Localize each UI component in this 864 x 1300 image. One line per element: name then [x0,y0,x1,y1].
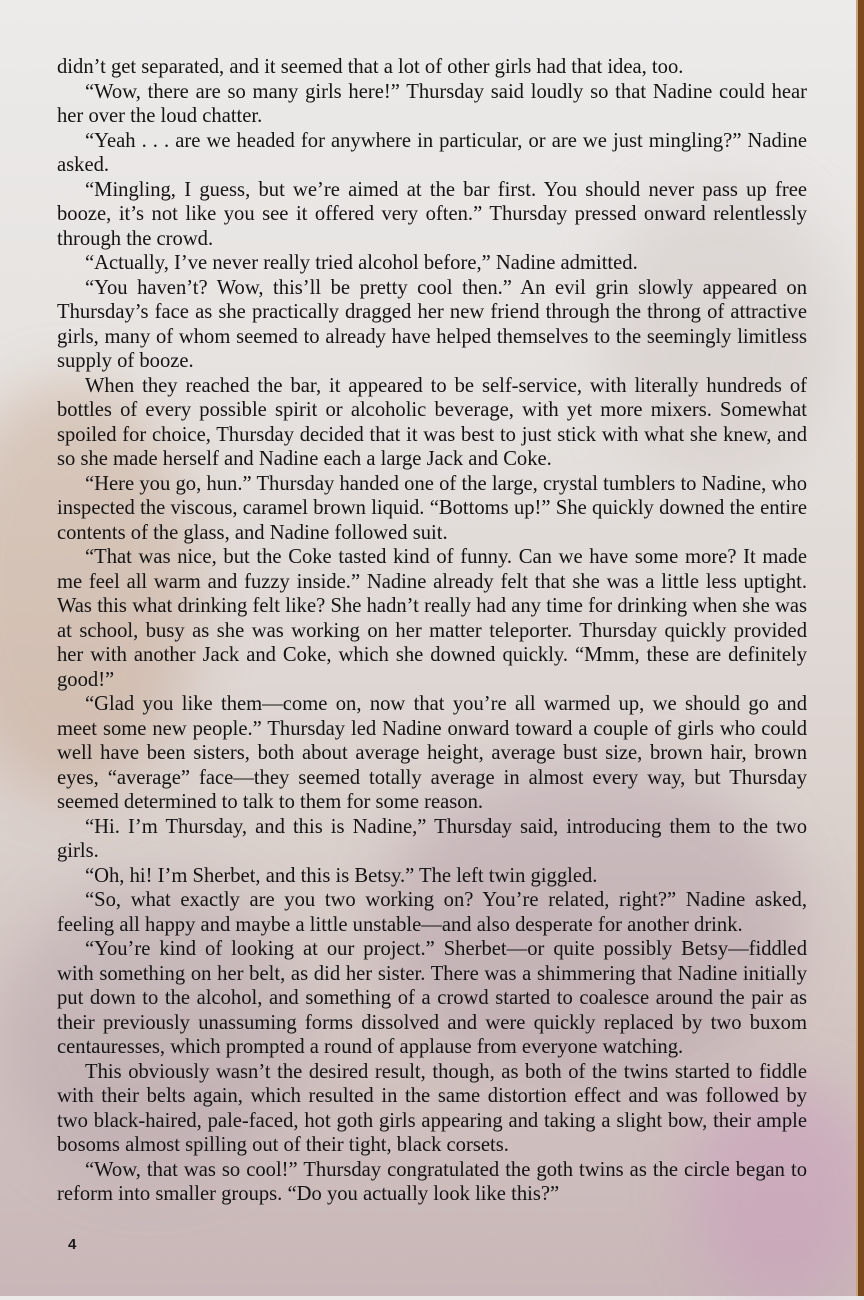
paragraph: “Wow, there are so many girls here!” Thursday said loudly so that Nadine could hear her over the loud chatter. [57,80,807,127]
paragraph: “Actually, I’ve never really tried alcohol before,” Nadine admitted. [85,252,638,274]
paragraph: “Yeah . . . are we headed for anywhere in particular, or are we just mingling?” Nadine asked. [57,129,807,176]
paragraph: “Wow, that was so cool!” Thursday congratulated the goth twins as the circle began to reform into smaller groups. “Do you actually look like this?” [57,1158,807,1205]
paragraph: “Glad you like them—come on, now that you’re all warmed up, we should go and meet some new people.” Thursday led Nadine onward toward a couple of girls who could well have been sisters, both about average height, average bust size, brown hair, brown eyes, “average” face—they seemed totally average in almost every way, but Thursday seemed determined to talk to them for some reason. [57,693,807,813]
paragraph: “Mingling, I guess, but we’re aimed at the bar first. You should never pass up free booze, it’s not like you see it offered very often.” Thursday pressed onward relentlessly through the crowd. [57,178,807,250]
paragraph: When they reached the bar, it appeared to be self-service, with literally hundreds of bottles of every possible spirit or alcoholic beverage, with yet more mixers. Somewhat spoiled for choice, Thursday decided that it was best to just stick with what she knew, and so she made herself and Nadine each a large Jack and Coke. [57,374,807,470]
paragraph: “Here you go, hun.” Thursday handed one of the large, crystal tumblers to Nadine, who inspected the viscous, caramel brown liquid. “Bottoms up!” She quickly downed the entire contents of the glass, and Nadine followed suit. [57,472,807,544]
paragraph: This obviously wasn’t the desired result, though, as both of the twins started to fiddle with their belts again, which resulted in the same distortion effect and was followed by two black-haired, pale-faced, hot goth girls appearing and taking a slight bow, their ample bosoms almost spilling out of their tight, black corsets. [57,1060,807,1156]
page-number: 4 [68,1236,77,1253]
body-text [57,55,807,1207]
paragraph: “You haven’t? Wow, this’ll be pretty cool then.” An evil grin slowly appeared on Thursday’s face as she practically dragged her new friend through the throng of attractive girls, many of whom seemed to already have helped themselves to the seemingly limitless supply of booze. [57,276,807,372]
paragraph: “That was nice, but the Coke tasted kind of funny. Can we have some more? It made me feel all warm and fuzzy inside.” Nadine already felt that she was a little less uptight. Was this what drinking felt like? She hadn’t really had any time for drinking when she was at school, busy as she was working on her matter teleporter. Thursday quickly provided her with another Jack and Coke, which she downed quickly. “Mmm, these are definitely good!” [57,546,807,691]
paragraph: didn’t get separated, and it seemed that a lot of other girls had that idea, too. [57,56,684,78]
page-edge [858,0,864,1296]
paragraph: “So, what exactly are you two working on? You’re related, right?” Nadine asked, feeling all happy and maybe a little unstable—and also desperate for another drink. [57,889,807,936]
paragraph: “You’re kind of looking at our project.” Sherbet—or quite possibly Betsy—fiddled with something on her belt, as did her sister. There was a shimmering that Nadine initially put down to the alcohol, and something of a crowd started to coalesce around the pair as their previously unassuming forms dissolved and were quickly replaced by two buxom centauresses, which prompted a round of applause from everyone watching. [57,938,807,1058]
paragraph: “Oh, hi! I’m Sherbet, and this is Betsy.” The left twin giggled. [85,864,598,887]
paragraph: “Hi. I’m Thursday, and this is Nadine,” Thursday said, introducing them to the two girls. [57,815,807,862]
